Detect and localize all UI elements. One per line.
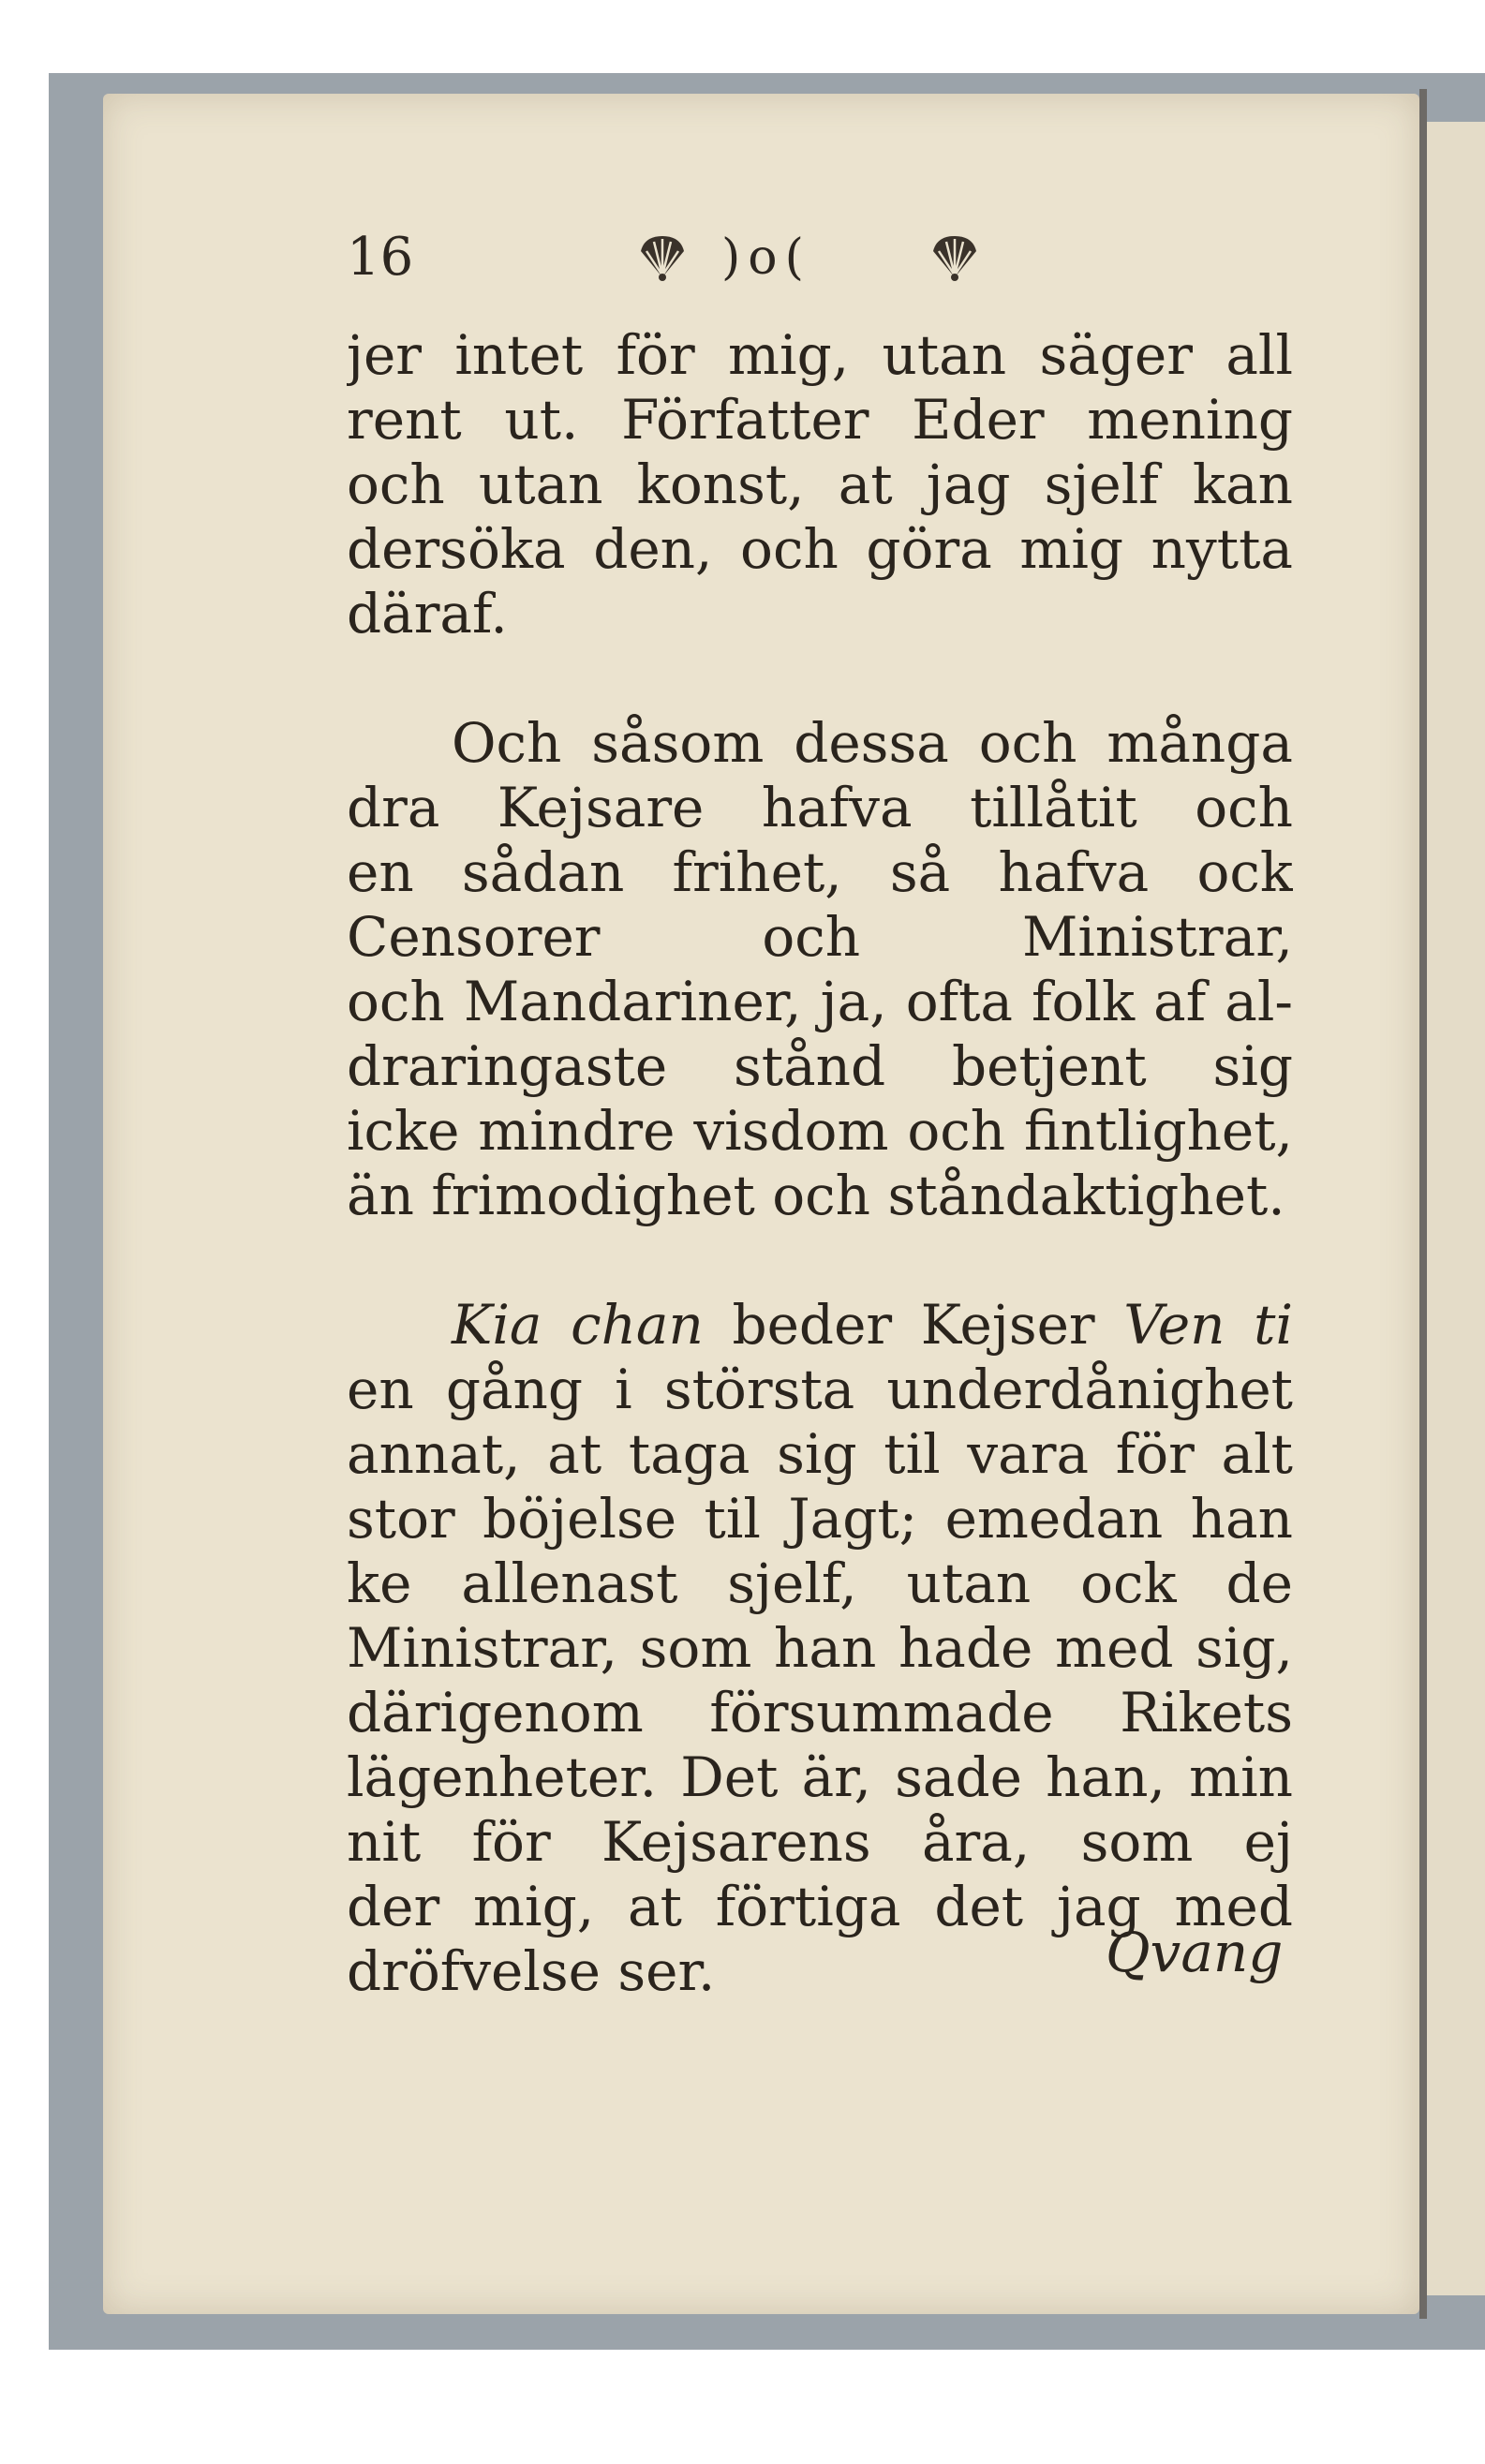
text-line: Ministrar, som han hade med sig,: [347, 1616, 1293, 1680]
text-line: dersöka den, och göra mig nytta: [347, 517, 1293, 581]
text-line: dröfvelse ser.: [347, 1939, 716, 2003]
paragraph-2: [347, 711, 1293, 1228]
text-line: och Mandariner, ja, ofta folk af al-: [347, 970, 1293, 1033]
paragraph-1: [347, 323, 1293, 646]
adjacent-page-edge: [1427, 122, 1485, 2295]
text-line: därigenom försummade Rikets: [347, 1681, 1293, 1744]
body-text: [347, 323, 1293, 2004]
paragraph-3: [347, 1293, 1293, 2004]
text-line: lägenheter. Det är, sade han, min: [347, 1745, 1293, 1809]
text-line: däraf.: [347, 582, 508, 646]
person-name: Kia chan: [452, 1293, 704, 1357]
catchword: Qvang: [1106, 1921, 1284, 1984]
text-line: jer intet för mig, utan säger all: [347, 323, 1293, 387]
page-gutter: [1419, 89, 1427, 2319]
text-line: rent ut. Författer Eder mening: [347, 388, 1293, 452]
text-line: ke allenast sjelf, utan ock de: [347, 1551, 1293, 1615]
text-line: och utan konst, at jag sjelf kan: [347, 453, 1293, 516]
text-segment: beder Kejser: [703, 1293, 1124, 1357]
header-ornament: )o(: [721, 230, 811, 286]
text-line: der mig, at förtiga det jag med: [347, 1875, 1293, 1938]
text-line: Censorer och Ministrar,: [347, 905, 1293, 969]
text-line: annat, at taga sig til vara för alt: [347, 1422, 1293, 1486]
text-line: [347, 1293, 1293, 1358]
shell-ornament-icon: [928, 230, 982, 285]
text-line: dra Kejsare hafva tillåtit och: [347, 776, 1293, 839]
text-line: en gång i största underdånighet: [347, 1358, 1293, 1421]
shell-ornament-icon: [635, 230, 690, 285]
text-line: icke mindre visdom och fintlighet,: [347, 1099, 1293, 1163]
person-name: Ven ti: [1123, 1293, 1293, 1357]
text-line: stor böjelse til Jagt; emedan han: [347, 1487, 1293, 1551]
text-line: draringaste stånd betjent sig: [347, 1034, 1293, 1098]
page-number: 16: [347, 227, 414, 288]
text-line: en sådan frihet, så hafva ock: [347, 840, 1293, 904]
page-header: [347, 225, 984, 290]
text-line: Och såsom dessa och många: [452, 711, 1293, 775]
text-line: än frimodighet och ståndaktighet.: [347, 1164, 1285, 1227]
text-line: nit för Kejsarens åra, som ej: [347, 1810, 1293, 1874]
